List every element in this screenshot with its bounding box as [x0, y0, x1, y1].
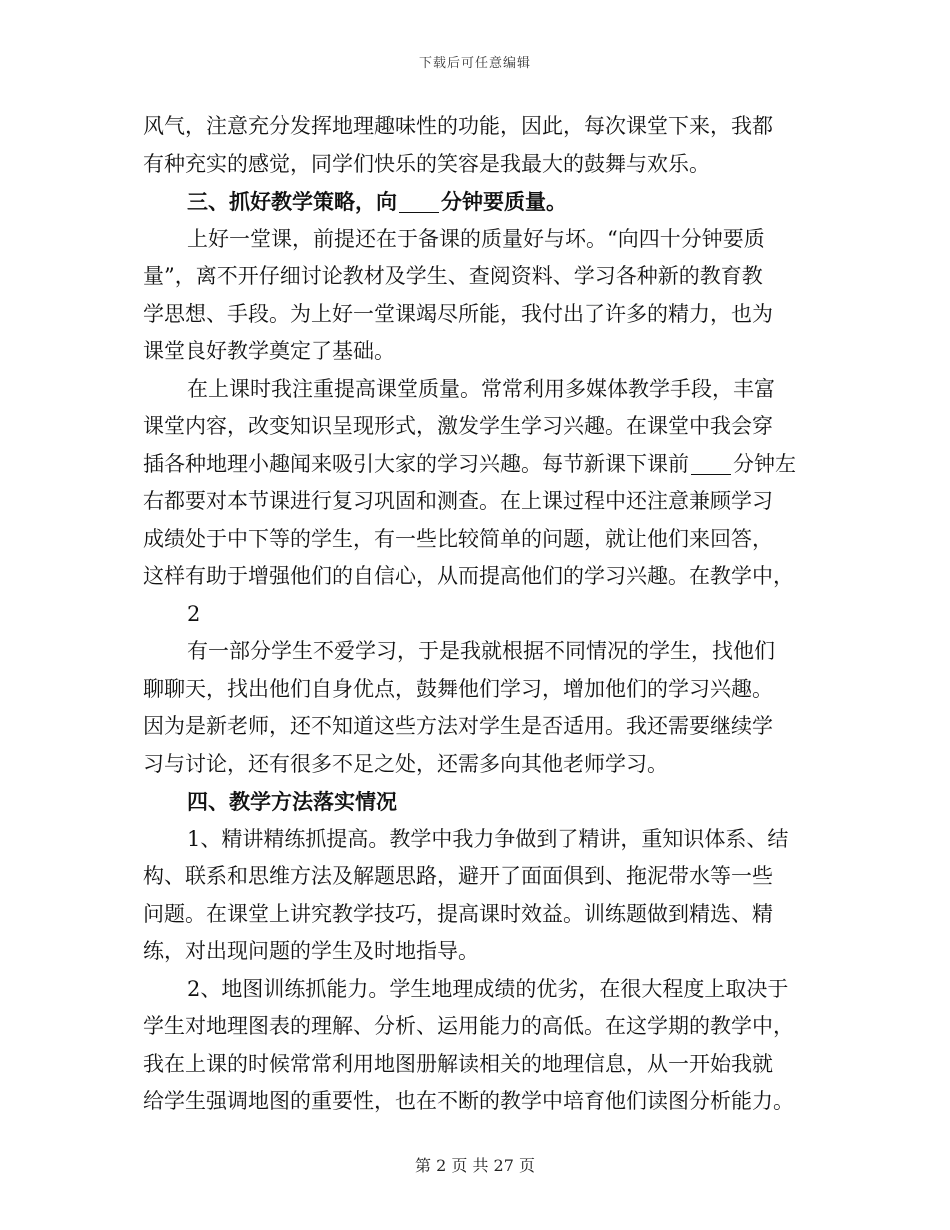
paragraph-line: 习与讨论，还有很多不足之处，还需多向其他老师学习。: [143, 751, 668, 776]
paragraph-line: 这样有助于增强他们的自信心，从而提高他们的学习兴趣。在教学中，: [143, 564, 794, 588]
document-body: [143, 108, 813, 1121]
fill-in-blank: [399, 190, 439, 213]
paragraph-line: 练，对出现问题的学生及时地指导。: [143, 939, 479, 963]
paragraph-line: 学生对地理图表的理解、分析、运用能力的高低。在这学期的教学中，: [143, 1014, 794, 1038]
paragraph-line: 量”，离不开仔细讨论教材及学生、查阅资料、学习各种新的教育教: [143, 264, 763, 288]
paragraph-line: 右都要对本节课进行复习巩固和测查。在上课过程中还注意兼顾学习: [143, 489, 773, 513]
paragraph-line: 在上课时我注重提高课堂质量。常常利用多媒体教学手段，丰富: [187, 376, 775, 401]
paragraph-line: 课堂良好教学奠定了基础。: [143, 339, 395, 363]
paragraph-line: [143, 446, 813, 484]
paragraph-number: 2: [187, 601, 201, 626]
paragraph-line: 学思想、手段。为上好一堂课竭尽所能，我付出了许多的精力，也为: [143, 301, 773, 326]
fill-in-blank: [691, 452, 731, 475]
paragraph-line: 我在上课的时候常常利用地图册解读相关的地理信息，从一开始我就: [143, 1051, 773, 1076]
paragraph-line: 因为是新老师，还不知道这些方法对学生是否适用。我还需要继续学: [143, 714, 773, 738]
page-header: 下载后可任意编辑: [418, 56, 531, 71]
page-footer: 第 2 页 共 27 页: [415, 1156, 535, 1175]
line-text: 插各种地理小趣闻来吸引大家的学习兴趣。每节新课下课前: [143, 451, 689, 476]
paragraph-line: 成绩处于中下等的学生，有一些比较简单的问题，就让他们来回答，: [143, 526, 773, 551]
paragraph-line: 给学生强调地图的重要性，也在不断的教学中培育他们读图分析能力。: [143, 1089, 794, 1113]
paragraph-line: 风气，注意充分发挥地理趣味性的功能，因此，每次课堂下来，我都: [143, 114, 773, 138]
paragraph-line: 上好一堂课，前提还在于备课的质量好与坏。“向四十分钟要质: [187, 226, 765, 251]
heading-text: 三、抓好教学策略，向: [187, 189, 397, 214]
heading-text: 分钟要质量。: [441, 189, 567, 214]
paragraph-line: 有种充实的感觉，同学们快乐的笑容是我最大的鼓舞与欢乐。: [143, 151, 710, 176]
paragraph-line: 聊聊天，找出他们自身优点，鼓舞他们学习，增加他们的学习兴趣。: [143, 676, 773, 701]
paragraph-line: 问题。在课堂上讲究教学技巧，提高课时效益。训练题做到精选、精: [143, 901, 773, 926]
paragraph-line: 课堂内容，改变知识呈现形式，激发学生学习兴趣。在课堂中我会穿: [143, 414, 773, 438]
paragraph-line: 构、联系和思维方法及解题思路，避开了面面俱到、拖泥带水等一些: [143, 864, 773, 888]
paragraph-line: 有一部分学生不爱学习，于是我就根据不同情况的学生，找他们: [187, 639, 775, 663]
paragraph-line: 1、精讲精练抓提高。教学中我力争做到了精讲，重知识体系、结: [187, 826, 789, 851]
line-text: 分钟左: [733, 451, 796, 476]
section-heading-4: 四、教学方法落实情况: [187, 789, 397, 814]
section-heading-3: [143, 183, 813, 221]
paragraph-line: 2、地图训练抓能力。学生地理成绩的优劣，在很大程度上取决于: [187, 976, 789, 1001]
